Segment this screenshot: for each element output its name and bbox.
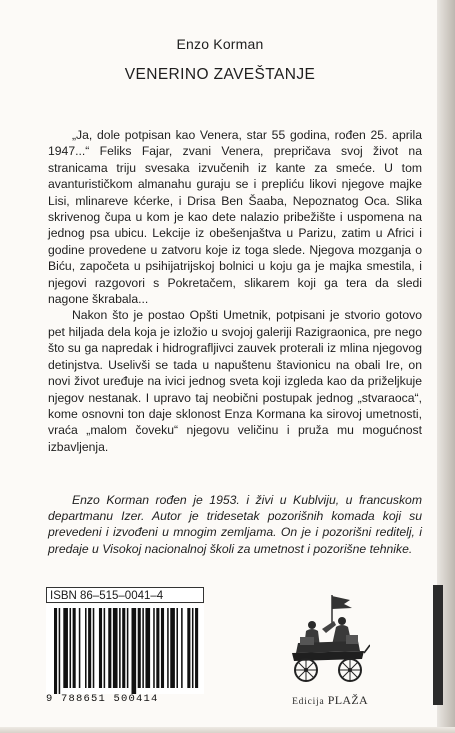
barcode-bar [79,608,81,688]
barcode [46,604,204,694]
publisher-name: PLAŽA [327,693,368,707]
book-title: VENERINO ZAVEŠTANJE [124,66,316,83]
barcode-bars [46,604,204,694]
barcode-bar [54,608,57,694]
barcode-bar [176,608,178,688]
barcode-bar [132,608,137,694]
barcode-bar [142,608,144,688]
barcode-bar [73,608,76,688]
blurb-paragraph-1: „Ja, dole potpisan kao Venera, star 55 godina, rođen 25. aprila 1947...“ Feliks Fajar, zvani Venera, prepričava svoj život na stranicama triju svesaka izvučenih iz kante za smeće. U tom avanturističkom almanahu guraju se i prepliću likovi njegove majke Lisi, mlinareve kćerke, i Drisa Ben Šaaba, Nepoznatog Oca. Slika skrivenog čupa u kom je kao dete nalazio pribežište i uspomena na jednog psa ubicu. Lekcije iz obešenjaštva u Parizu, zatim u Africi i godine provedene u zatvoru koje iz toga slede. Njegova mozganja o Biću, započeta u psihijatrijskoj bolnici u koju ga je majka smestila, i njegovi razgovori s Pokretačem, slikarem koji ga tera da sledi nagone škrabala... [48,128,422,307]
barcode-bar [104,608,106,688]
barcode-bar [63,608,68,688]
barcode-bar [113,608,118,688]
spine-dark-band [433,585,443,705]
barcode-bar [167,608,169,688]
author-bio: Enzo Korman rođen je 1953. i živi u Kublviju, u francuskom departmanu Izer. Autor je tridesetak pozorišnih komada koji su prevedeni i izvođeni u mnogim zemljama. On je i pozorišni reditelj, i predaje u Visokoj nacionalnoj školi za umetnost i pozorišne tehnike. [48,493,422,556]
barcode-bar [99,608,102,688]
barcode-bar [138,608,141,688]
blurb-paragraph-2: Nakon što je postao Opšti Umetnik, potpisani je stvorio gotovo pet hiljada dela koja je izložio u svojoj galeriji Razigraonica, pre nego što su ga napredak i hidrografljivci zauvek proterali iz mlina njegovog detinjstva. Uselivši se tada u napuštenu štavionicu na obali Ire, on novi život uređuje na ivici jednog sveta koji izgleda kao da priželjkuje njegov nestanak. I upravo taj neobični postupak jednog „stvaraoca“, kome osnovni ton daje sklonost Enza Kormana ka sirovoj umetnosti, vraća „malom čoveku“ njegovu veličinu i pruža mu mogućnost izbavljenja. [48,308,422,454]
author-name: Enzo Korman [176,36,264,52]
bottom-edge [0,727,455,733]
barcode-bar [127,608,129,688]
barcode-bar [153,608,155,688]
barcode-bar [156,608,159,688]
barcode-bar [170,608,175,688]
barcode-bar [70,608,72,688]
barcode-bar [187,608,190,688]
barcode-bar [145,608,150,688]
barcode-bar [181,608,183,688]
isbn-label: ISBN 86–515–0041–4 [46,587,204,603]
barcode-bar [119,608,121,688]
barcode-bar [195,608,198,688]
barcode-bar [108,608,111,688]
blurb [48,127,422,455]
barcode-bar [88,608,91,688]
barcode-bar [59,608,61,694]
barcode-bar [192,608,194,688]
publisher-label [270,693,390,708]
barcode-bar [85,608,87,688]
barcode-digits: 9 788651 500414 [46,693,159,705]
barcode-bar [122,608,125,688]
series-label: Edicija [292,697,325,707]
barcode-bar [161,608,164,688]
cart-with-figures-logo [286,591,370,686]
barcode-bar [93,608,95,688]
